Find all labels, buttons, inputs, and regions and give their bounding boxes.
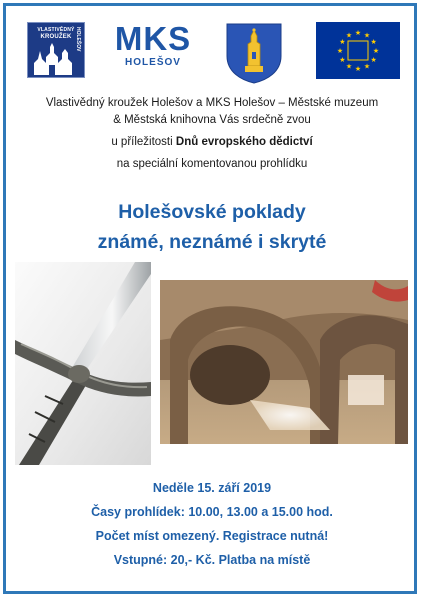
intro-line-1: Vlastivědný kroužek Holešov a MKS Holešov – Městské muzeum (45, 97, 379, 109)
eu-star-icon: ★ (336, 48, 344, 55)
mks-logo (108, 22, 204, 78)
eu-star-icon: ★ (370, 57, 377, 64)
capacity-notice: Počet míst omezený. Registrace nutná! (95, 529, 329, 543)
eu-star-icon: ★ (354, 30, 362, 37)
event-date: Neděle 15. září 2019 (152, 481, 272, 495)
eu-star-icon: ★ (345, 63, 353, 71)
mks-logo-subtitle: HOLEŠOV (125, 57, 181, 68)
coat-of-arms-icon (225, 22, 283, 84)
eu-star-icon: ★ (339, 39, 346, 46)
club-logo (27, 22, 85, 78)
cellar-photo (160, 280, 408, 444)
eu-flag-icon (316, 22, 400, 79)
sword-photo (15, 262, 151, 465)
eu-star-icon: ★ (339, 57, 346, 64)
eu-star-icon: ★ (345, 32, 353, 40)
castle-icon (32, 41, 78, 75)
logo-bar (0, 22, 424, 84)
event-title (0, 197, 424, 257)
title-line-2: známé, neznámé i skryté (97, 231, 327, 253)
eu-emblem-icon (348, 41, 368, 60)
title-line-1: Holešovské poklady (118, 201, 306, 223)
heritage-days-label: Dnů evropského dědictví (175, 136, 313, 148)
mks-logo-text: MKS (114, 20, 192, 57)
tour-times: Časy prohlídek: 10.00, 13.00 a 15.00 hod. (91, 505, 333, 519)
club-logo-line1: VLASTIVĚDNÝ (37, 27, 75, 33)
intro-line-3-prefix: u příležitosti (111, 136, 176, 148)
admission-fee: Vstupné: 20,- Kč. Platba na místě (113, 553, 311, 567)
eu-star-icon: ★ (363, 32, 371, 40)
intro-line-3 (0, 135, 424, 157)
club-logo-side: HOLEŠOV (75, 27, 81, 52)
eu-star-icon: ★ (354, 66, 362, 73)
eu-star-icon: ★ (363, 63, 371, 71)
club-logo-line2: KROUŽEK (40, 34, 72, 40)
eu-star-icon: ★ (370, 39, 377, 46)
intro-line-2: & Městská knihovna Vás srdečně zvou (113, 114, 311, 126)
event-info (0, 479, 424, 575)
invitation-text (0, 96, 424, 179)
intro-line-4: na speciální komentovanou prohlídku (116, 158, 308, 170)
eu-star-icon: ★ (372, 48, 380, 55)
